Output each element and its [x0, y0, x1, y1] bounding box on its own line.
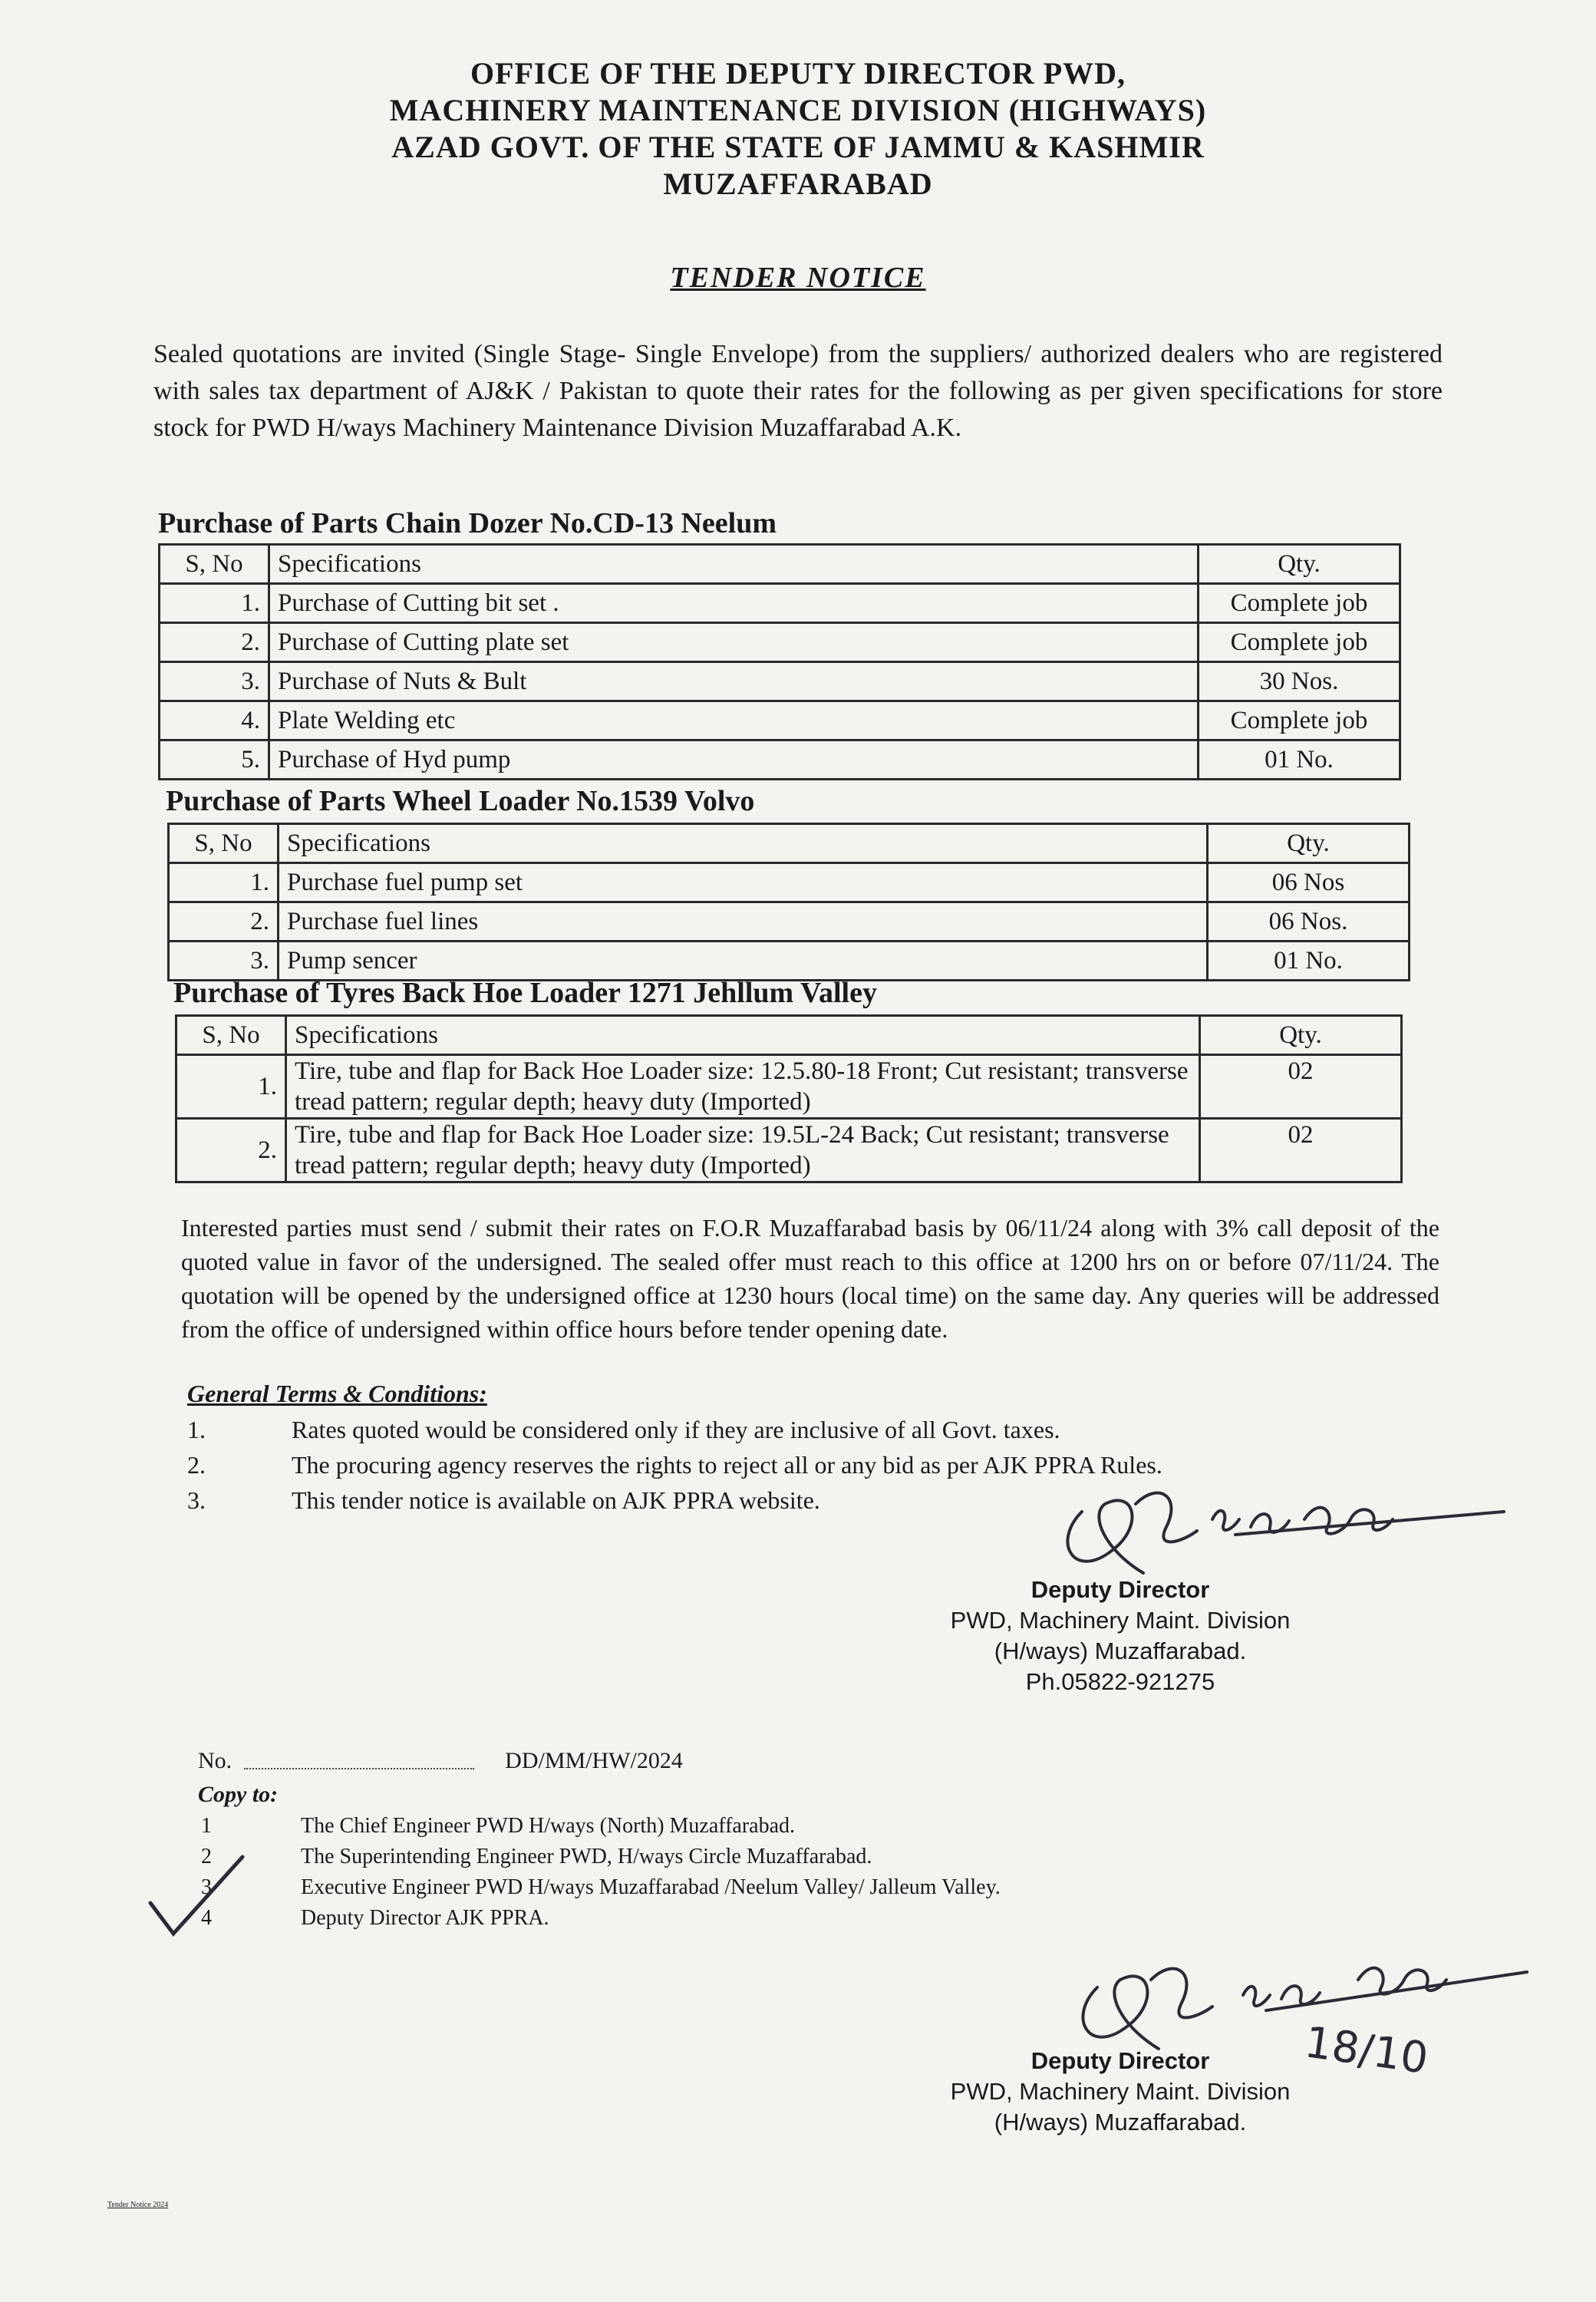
- table-row: [160, 740, 1400, 780]
- term-text: Rates quoted would be considered only if they are inclusive of all Govt. taxes.: [292, 1416, 1060, 1443]
- col-spec: Specifications: [279, 824, 1208, 863]
- col-sno: S, No: [169, 824, 279, 863]
- copy-number: 2: [201, 1845, 212, 1868]
- intro-paragraph: Sealed quotations are invited (Single Stage- Single Envelope) from the suppliers/ authorized dealers who are registered with sales tax department of AJ&K / Pakistan to quote their rates for the following as per given specifications for store stock for PWD H/ways Machinery Maintenance Division Muzaffarabad A.K.: [153, 340, 1443, 442]
- signatory-office: (H/ways) Muzaffarabad.: [994, 2109, 1247, 2135]
- terms-heading: General Terms & Conditions:: [187, 1380, 487, 1407]
- row-spec: Purchase of Cutting plate set: [269, 623, 1199, 662]
- row-qty: 02: [1200, 1119, 1402, 1182]
- copy-to-list: [201, 1811, 1001, 1934]
- row-qty: 06 Nos.: [1208, 902, 1410, 942]
- signatory-title: Deputy Director: [1030, 1576, 1210, 1603]
- row-qty: 01 No.: [1208, 942, 1410, 981]
- table-row: [176, 1119, 1402, 1182]
- table-header-row: [176, 1016, 1402, 1055]
- col-qty: Qty.: [1208, 824, 1410, 863]
- signatory-phone: Ph.05822-921275: [1025, 1668, 1215, 1695]
- handwritten-date: 18/10: [1301, 2017, 1432, 2084]
- list-item: [201, 1903, 1001, 1934]
- row-qty: 01 No.: [1199, 740, 1400, 780]
- row-sno: 2.: [176, 1119, 286, 1182]
- row-qty: Complete job: [1199, 701, 1400, 740]
- signatory-office: (H/ways) Muzaffarabad.: [994, 1637, 1247, 1664]
- table-header-row: [169, 824, 1410, 863]
- copy-recipient: The Superintending Engineer PWD, H/ways Circle Muzaffarabad.: [301, 1845, 872, 1868]
- table-row: [160, 584, 1400, 623]
- row-qty: Complete job: [1199, 584, 1400, 623]
- row-qty: 06 Nos: [1208, 863, 1410, 902]
- col-spec: Specifications: [286, 1016, 1200, 1055]
- signatory-division: PWD, Machinery Maint. Division: [950, 1607, 1291, 1634]
- row-sno: 3.: [160, 662, 269, 701]
- col-qty: Qty.: [1199, 545, 1400, 584]
- term-text: This tender notice is available on AJK PPRA website.: [292, 1486, 820, 1514]
- copy-recipient: Deputy Director AJK PPRA.: [301, 1906, 549, 1930]
- header-line-3: AZAD GOVT. OF THE STATE OF JAMMU & KASHMIR: [391, 130, 1205, 164]
- term-number: 3.: [187, 1486, 206, 1514]
- term-number: 1.: [187, 1416, 206, 1443]
- copy-recipient: The Chief Engineer PWD H/ways (North) Muzaffarabad.: [301, 1814, 796, 1838]
- page-title: TENDER NOTICE: [670, 262, 926, 294]
- row-qty: Complete job: [1199, 623, 1400, 662]
- table-row: [160, 701, 1400, 740]
- signature-block-2: [921, 2046, 1320, 2138]
- row-spec: Purchase of Hyd pump: [269, 740, 1199, 780]
- table-header-row: [160, 545, 1400, 584]
- table-row: [160, 662, 1400, 701]
- row-sno: 1.: [169, 863, 279, 902]
- section-heading-back-hoe: Purchase of Tyres Back Hoe Loader 1271 Jehllum Valley: [173, 977, 877, 1009]
- header-line-2: MACHINERY MAINTENANCE DIVISION (HIGHWAYS): [389, 93, 1207, 127]
- chain-dozer-table: [158, 543, 1401, 780]
- row-sno: 1.: [176, 1055, 286, 1119]
- term-number: 2.: [187, 1451, 206, 1479]
- list-item: [187, 1412, 1461, 1447]
- table-row: [176, 1055, 1402, 1119]
- reference-label: No.: [198, 1748, 232, 1773]
- col-sno: S, No: [176, 1016, 286, 1055]
- list-item: [201, 1842, 1001, 1872]
- table-row: [169, 863, 1410, 902]
- list-item: [201, 1811, 1001, 1842]
- col-spec: Specifications: [269, 545, 1199, 584]
- table-row: [160, 623, 1400, 662]
- table-row: [169, 902, 1410, 942]
- row-spec: Tire, tube and flap for Back Hoe Loader size: 12.5.80-18 Front; Cut resistant; transverse tread pattern; regular depth; heavy duty (Imported): [286, 1055, 1200, 1119]
- copy-to-heading: Copy to:: [198, 1782, 279, 1807]
- row-qty: 02: [1200, 1055, 1402, 1119]
- signatory-division: PWD, Machinery Maint. Division: [950, 2078, 1291, 2105]
- row-spec: Purchase of Cutting bit set .: [269, 584, 1199, 623]
- list-item: [201, 1872, 1001, 1903]
- row-spec: Tire, tube and flap for Back Hoe Loader size: 19.5L-24 Back; Cut resistant; transverse tread pattern; regular depth; heavy duty (Imported): [286, 1119, 1200, 1182]
- row-sno: 4.: [160, 701, 269, 740]
- reference-blank-line: [244, 1768, 474, 1769]
- section-heading-chain-dozer: Purchase of Parts Chain Dozer No.CD-13 Neelum: [158, 507, 777, 539]
- footer-file-mark: Tender Notice 2024: [107, 2201, 169, 2209]
- row-spec: Purchase of Nuts & Bult: [269, 662, 1199, 701]
- copy-number: 1: [201, 1814, 212, 1838]
- col-qty: Qty.: [1200, 1016, 1402, 1055]
- table-row: [169, 942, 1410, 981]
- copy-number: 3: [201, 1875, 212, 1899]
- reference-number: [198, 1748, 683, 1774]
- wheel-loader-table: [167, 823, 1410, 981]
- row-sno: 2.: [169, 902, 279, 942]
- header-line-1: OFFICE OF THE DEPUTY DIRECTOR PWD,: [470, 56, 1126, 91]
- row-sno: 5.: [160, 740, 269, 780]
- section-heading-wheel-loader: Purchase of Parts Wheel Loader No.1539 Volvo: [166, 785, 755, 817]
- row-qty: 30 Nos.: [1199, 662, 1400, 701]
- copy-number: 4: [201, 1906, 212, 1930]
- row-spec: Pump sencer: [279, 942, 1208, 981]
- term-text: The procuring agency reserves the rights to reject all or any bid as per AJK PPRA Rules.: [292, 1451, 1162, 1479]
- col-sno: S, No: [160, 545, 269, 584]
- copy-recipient: Executive Engineer PWD H/ways Muzaffarabad /Neelum Valley/ Jalleum Valley.: [301, 1875, 1001, 1899]
- submission-paragraph: Interested parties must send / submit their rates on F.O.R Muzaffarabad basis by 06/11/24 along with 3% call deposit of the quoted value in favor of the undersigned. The sealed offer must reach to this office at 1200 hrs on or before 07/11/24. The quotation will be opened by the undersigned office at 1230 hours (local time) on the same day. Any queries will be addressed from the office of undersigned within office hours before tender opening date.: [181, 1214, 1439, 1343]
- header-line-4: MUZAFFARABAD: [663, 167, 933, 201]
- row-spec: Purchase fuel lines: [279, 902, 1208, 942]
- signature-block-1: [905, 1575, 1335, 1697]
- row-spec: Purchase fuel pump set: [279, 863, 1208, 902]
- row-sno: 2.: [160, 623, 269, 662]
- signatory-title: Deputy Director: [1030, 2047, 1210, 2074]
- office-header: [0, 55, 1596, 203]
- back-hoe-table: [175, 1014, 1403, 1183]
- row-sno: 1.: [160, 584, 269, 623]
- row-sno: 3.: [169, 942, 279, 981]
- row-spec: Plate Welding etc: [269, 701, 1199, 740]
- check-mark-icon: [143, 1849, 250, 1957]
- reference-value: DD/MM/HW/2024: [505, 1748, 683, 1773]
